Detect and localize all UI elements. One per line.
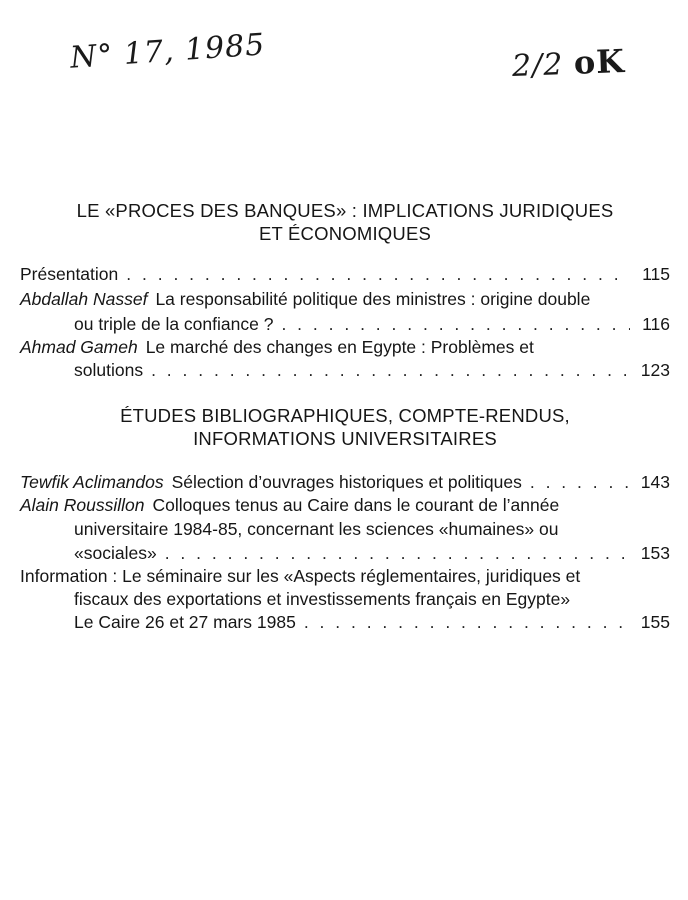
entry-author: Tewfik Aclimandos <box>20 472 164 492</box>
toc-entry-gameh <box>20 337 670 361</box>
toc-entry-presentation <box>20 264 670 288</box>
dot-leader <box>304 612 630 633</box>
dot-leader <box>530 472 630 493</box>
entry-title: Le marché des changes en Egypte : Problèmes et <box>145 337 534 357</box>
page-number: 115 <box>642 264 670 284</box>
toc-entry-information-cont <box>74 589 670 613</box>
dot-leader <box>165 543 630 564</box>
section-title-line: LE «PROCES DES BANQUES» : IMPLICATIONS JURIDIQUES <box>76 200 614 221</box>
entry-author: Alain Roussillon <box>20 495 145 515</box>
section-title-line: INFORMATIONS UNIVERSITAIRES <box>193 428 497 449</box>
entry-title: ou triple de la confiance ? <box>74 314 274 334</box>
page-number: 155 <box>640 612 670 632</box>
toc-entry-nassef-cont <box>74 314 670 338</box>
section-title-etudes <box>40 404 650 450</box>
entry-title: Colloques tenus au Caire dans le courant de l’année <box>152 495 560 515</box>
toc-entry-roussillon-cont <box>74 519 670 543</box>
toc-entry-nassef <box>20 289 670 313</box>
toc-entry-information <box>20 566 670 590</box>
entry-author: Abdallah Nassef <box>20 289 148 309</box>
page-number: 116 <box>642 314 670 334</box>
entry-title: Présentation <box>20 264 119 284</box>
page-number: 143 <box>640 472 670 492</box>
handwritten-ok: oK <box>573 42 626 82</box>
dot-leader <box>151 360 630 381</box>
section-title-line: ÉTUDES BIBLIOGRAPHIQUES, COMPTE-RENDUS, <box>120 405 570 426</box>
entry-title: Sélection d’ouvrages historiques et politiques <box>171 472 522 492</box>
entry-title: universitaire 1984-85, concernant les sciences «humaines» ou <box>74 519 559 539</box>
dot-leader <box>126 264 630 285</box>
toc-entry-roussillon <box>20 495 670 519</box>
handwritten-issue-number: N° 17, 1985 <box>69 27 267 76</box>
entry-title: fiscaux des exportations et investissements français en Egypte» <box>74 589 571 609</box>
entry-title: solutions <box>74 360 144 380</box>
toc-entry-gameh-cont <box>74 360 670 384</box>
toc-entry-information-cont2 <box>74 612 670 636</box>
handwritten-fraction: 2/2 <box>511 47 564 84</box>
entry-author: Ahmad Gameh <box>20 337 138 357</box>
entry-title: «sociales» <box>74 543 157 563</box>
toc-entry-roussillon-cont2 <box>74 543 670 567</box>
section-title-banques <box>40 199 650 245</box>
entry-title: Information : Le séminaire sur les «Aspects réglementaires, juridiques et <box>20 566 581 586</box>
dot-leader <box>281 314 630 335</box>
entry-title: Le Caire 26 et 27 mars 1985 <box>74 612 296 632</box>
handwritten-ok-mark <box>511 42 625 84</box>
page-number: 153 <box>640 543 670 563</box>
page-number: 123 <box>640 360 670 380</box>
section-title-line: ET ÉCONOMIQUES <box>258 223 432 244</box>
toc-entry-aclimandos <box>20 472 670 496</box>
entry-title: La responsabilité politique des ministres : origine double <box>155 289 591 309</box>
